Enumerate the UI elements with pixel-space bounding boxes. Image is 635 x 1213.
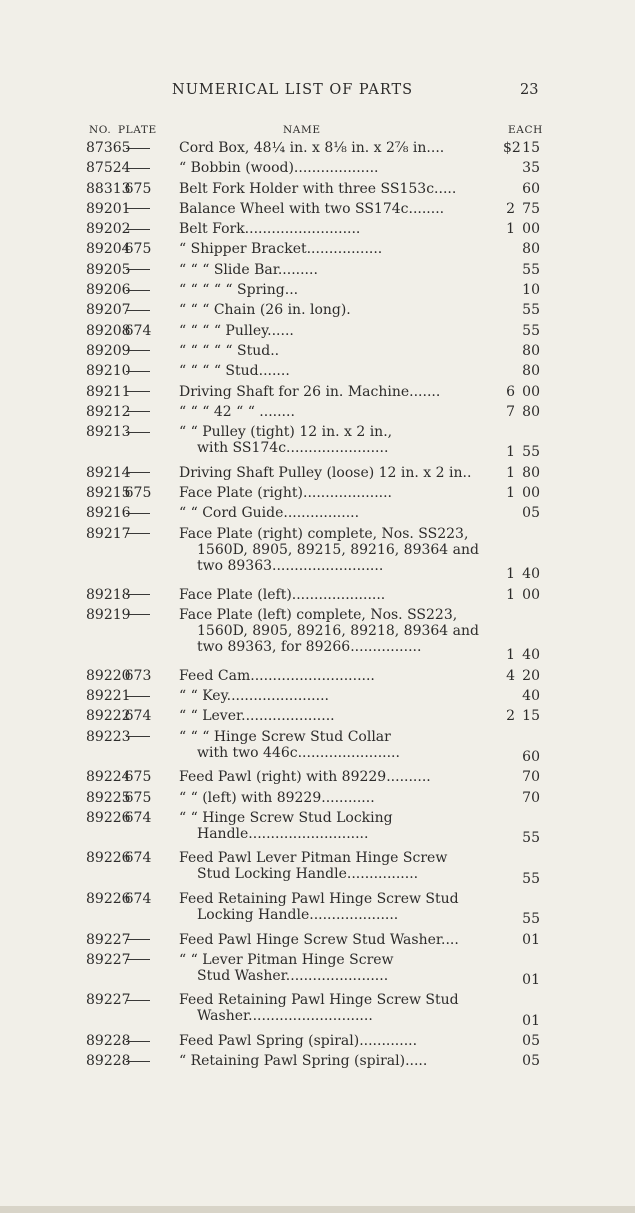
part-name-line: two 89363.........................: [197, 557, 384, 574]
plate-number: [124, 221, 152, 237]
table-row: [0, 424, 635, 465]
plate-dash: [126, 290, 150, 291]
table-row: [0, 201, 635, 221]
plate-number: [124, 932, 152, 948]
price-cents: 60: [522, 180, 540, 197]
table-row: [0, 708, 635, 728]
part-name: [179, 932, 489, 948]
table-row: [0, 810, 635, 851]
plate-number: 674: [124, 809, 152, 826]
price-cents: 80: [522, 363, 540, 380]
part-name-line: “ “ “ Chain (26 in. long).: [179, 302, 351, 319]
part-name: [179, 688, 489, 704]
price-cents: 55: [522, 444, 540, 461]
parts-list: [0, 140, 635, 1074]
part-name-line: Driving Shaft Pulley (loose) 12 in. x 2 in..: [179, 464, 472, 481]
price-dollars: 1: [506, 464, 515, 481]
plate-dash: [126, 371, 150, 372]
plate-dash: [126, 432, 150, 433]
part-name-line: Driving Shaft for 26 in. Machine.......: [179, 383, 441, 400]
part-name: [179, 505, 489, 521]
plate-dash: [126, 939, 150, 940]
part-name: [179, 790, 489, 806]
plate-number: 674: [124, 890, 152, 907]
part-name-line: “ “ Hinge Screw Stud Locking: [179, 809, 393, 826]
table-row: [0, 526, 635, 587]
table-row: [0, 140, 635, 160]
part-name-line: 1560D, 8905, 89216, 89218, 89364 and: [197, 622, 479, 639]
table-row: [0, 891, 635, 932]
part-name: [179, 323, 489, 339]
plate-dash: [126, 513, 150, 514]
part-name-line: “ “ “ “ Stud.......: [179, 363, 290, 380]
price-dollars: $2: [503, 140, 521, 156]
part-name-line: “ Retaining Pawl Spring (spiral).....: [179, 1053, 428, 1070]
part-name-line: Feed Retaining Pawl Hinge Screw Stud: [179, 890, 459, 907]
plate-number: 675: [124, 769, 152, 786]
part-name-line: “ “ “ Slide Bar.........: [179, 261, 318, 278]
part-name: [179, 1053, 489, 1069]
part-name-line: Face Plate (right)....................: [179, 485, 392, 502]
part-name-line: 1560D, 8905, 89215, 89216, 89364 and: [197, 541, 479, 558]
price-cents: 55: [522, 870, 540, 887]
part-number: 89228: [86, 1053, 131, 1070]
table-row: [0, 384, 635, 404]
price-cents: 05: [522, 1033, 540, 1050]
column-header-plate: PLATE: [118, 124, 157, 136]
plate-dash: [126, 1000, 150, 1001]
part-number: 89220: [86, 667, 131, 684]
part-number: 89202: [86, 221, 131, 238]
plate-number: [124, 1033, 152, 1049]
price-cents: 40: [522, 688, 540, 705]
price-cents: 00: [522, 586, 540, 603]
table-row: [0, 769, 635, 789]
table-row: [0, 485, 635, 505]
part-name: [179, 708, 489, 724]
part-name-line: “ “ “ “ Pulley......: [179, 322, 294, 339]
part-name: [179, 526, 489, 574]
price-cents: 80: [522, 241, 540, 258]
table-row: [0, 363, 635, 383]
part-name-line: Balance Wheel with two SS174c........: [179, 200, 445, 217]
column-header-name: NAME: [283, 124, 321, 136]
plate-number: [124, 282, 152, 298]
plate-dash: [126, 614, 150, 615]
price-cents: 55: [522, 830, 540, 847]
plate-number: [124, 404, 152, 420]
price-cents: 20: [522, 667, 540, 684]
part-number: 88313: [86, 180, 131, 197]
part-name: [179, 201, 489, 217]
plate-number: [124, 607, 152, 623]
part-name-line: Feed Retaining Pawl Hinge Screw Stud: [179, 992, 459, 1009]
table-row: [0, 323, 635, 343]
plate-dash: [126, 168, 150, 169]
part-name-line: “ Shipper Bracket.................: [179, 241, 383, 258]
part-name-line: Stud Washer.......................: [197, 967, 389, 984]
plate-dash: [126, 1061, 150, 1062]
part-name: [179, 404, 489, 420]
table-row: [0, 587, 635, 607]
price-cents: 10: [522, 282, 540, 299]
plate-dash: [126, 472, 150, 473]
plate-dash: [126, 391, 150, 392]
part-name-line: Washer............................: [197, 1008, 373, 1025]
plate-number: [124, 992, 152, 1008]
price-cents: 05: [522, 505, 540, 522]
price-dollars: 1: [506, 647, 515, 664]
part-name-line: Belt Fork Holder with three SS153c.....: [179, 180, 457, 197]
plate-number: 674: [124, 708, 152, 725]
plate-number: [124, 160, 152, 176]
price-cents: 60: [522, 748, 540, 765]
part-number: 89217: [86, 525, 131, 542]
part-name-line: “ “ Lever.....................: [179, 708, 335, 725]
price-cents: 70: [522, 789, 540, 806]
price-cents: 00: [522, 383, 540, 400]
price-dollars: 1: [506, 485, 515, 502]
part-name-line: “ “ “ Hinge Screw Stud Collar: [179, 728, 391, 745]
part-name-line: “ “ (left) with 89229............: [179, 789, 375, 806]
part-name-line: “ Bobbin (wood)...................: [179, 160, 379, 177]
part-name-line: “ “ Lever Pitman Hinge Screw: [179, 951, 394, 968]
part-name-line: Feed Cam............................: [179, 667, 375, 684]
plate-dash: [126, 310, 150, 311]
price-cents: 01: [522, 931, 540, 948]
plate-number: [124, 587, 152, 603]
price-cents: 55: [522, 911, 540, 928]
table-row: [0, 404, 635, 424]
part-name: [179, 587, 489, 603]
part-name: [179, 485, 489, 501]
price-cents: 55: [522, 302, 540, 319]
table-row: [0, 505, 635, 525]
part-number: 87365: [86, 140, 131, 156]
price-dollars: 6: [506, 383, 515, 400]
part-name-line: Belt Fork..........................: [179, 221, 361, 238]
price-cents: 00: [522, 221, 540, 238]
part-name-line: “ “ “ “ “ Stud..: [179, 342, 280, 359]
price-dollars: 7: [506, 403, 515, 420]
table-row: [0, 790, 635, 810]
table-row: [0, 932, 635, 952]
part-number: 89213: [86, 424, 131, 441]
plate-number: 675: [124, 241, 152, 258]
column-header-no: NO.: [89, 124, 112, 136]
plate-dash: [126, 229, 150, 230]
table-row: [0, 607, 635, 668]
plate-number: 675: [124, 485, 152, 502]
part-number: 89215: [86, 485, 131, 502]
table-row: [0, 952, 635, 993]
part-number: 89201: [86, 200, 131, 217]
part-name: [179, 282, 489, 298]
part-number: 89208: [86, 322, 131, 339]
part-name-line: “ “ “ 42 “ “ ........: [179, 403, 295, 420]
part-name: [179, 607, 489, 655]
column-header-each: EACH: [508, 124, 543, 136]
part-name: [179, 992, 489, 1024]
table-row: [0, 302, 635, 322]
plate-number: 673: [124, 667, 152, 684]
part-name: [179, 140, 489, 156]
part-number: 87524: [86, 160, 131, 177]
plate-dash: [126, 959, 150, 960]
part-number: 89219: [86, 606, 131, 623]
part-number: 89212: [86, 403, 131, 420]
price-cents: 75: [522, 200, 540, 217]
part-number: 89216: [86, 505, 131, 522]
plate-number: 674: [124, 850, 152, 867]
table-row: [0, 729, 635, 770]
plate-number: [124, 343, 152, 359]
price-dollars: 1: [506, 444, 515, 461]
plate-number: [124, 688, 152, 704]
part-name: [179, 302, 489, 318]
part-name-line: Feed Pawl Spring (spiral).............: [179, 1033, 418, 1050]
part-name: [179, 769, 489, 785]
price-dollars: 4: [506, 667, 515, 684]
table-row: [0, 688, 635, 708]
plate-dash: [126, 269, 150, 270]
table-row: [0, 160, 635, 180]
table-row: [0, 850, 635, 891]
part-name-line: Face Plate (left).....................: [179, 586, 386, 603]
part-number: 89210: [86, 363, 131, 380]
part-name-line: Handle...........................: [197, 825, 369, 842]
plate-dash: [126, 736, 150, 737]
price-dollars: 1: [506, 586, 515, 603]
plate-dash: [126, 350, 150, 351]
part-name-line: “ “ Pulley (tight) 12 in. x 2 in.,: [179, 424, 393, 441]
part-name-line: Feed Pawl Lever Pitman Hinge Screw: [179, 850, 448, 867]
plate-number: [124, 526, 152, 542]
plate-number: [124, 952, 152, 968]
plate-number: [124, 201, 152, 217]
plate-dash: [126, 411, 150, 412]
table-row: [0, 465, 635, 485]
plate-number: [124, 465, 152, 481]
part-name-line: “ “ Cord Guide.................: [179, 505, 360, 522]
part-name-line: with two 446c.......................: [197, 744, 400, 761]
part-name: [179, 343, 489, 359]
plate-number: [124, 140, 152, 156]
table-row: [0, 262, 635, 282]
part-name-line: Feed Pawl (right) with 89229..........: [179, 769, 431, 786]
plate-number: [124, 302, 152, 318]
page-edge: [0, 1206, 635, 1213]
price-cents: 15: [522, 708, 540, 725]
page-number: 23: [520, 82, 539, 98]
price-cents: 35: [522, 160, 540, 177]
plate-number: 675: [124, 180, 152, 197]
price-cents: 01: [522, 972, 540, 989]
part-name: [179, 891, 489, 923]
plate-dash: [126, 533, 150, 534]
plate-dash: [126, 594, 150, 595]
plate-number: [124, 262, 152, 278]
part-name: [179, 424, 489, 456]
part-number: 89228: [86, 1033, 131, 1050]
page-title: NUMERICAL LIST OF PARTS: [172, 82, 414, 98]
plate-number: 675: [124, 789, 152, 806]
plate-number: [124, 1053, 152, 1069]
part-name-line: Stud Locking Handle................: [197, 866, 419, 883]
part-name: [179, 952, 489, 984]
table-row: [0, 241, 635, 261]
part-name: [179, 181, 489, 197]
plate-dash: [126, 208, 150, 209]
price-cents: 80: [522, 464, 540, 481]
part-number: 89207: [86, 302, 131, 319]
plate-dash: [126, 696, 150, 697]
table-row: [0, 343, 635, 363]
price-cents: 40: [522, 566, 540, 583]
part-number: 89227: [86, 951, 131, 968]
part-number: 89211: [86, 383, 131, 400]
part-name: [179, 384, 489, 400]
part-name-line: Face Plate (left) complete, Nos. SS223,: [179, 606, 458, 623]
price-cents: 80: [522, 342, 540, 359]
part-number: 89226: [86, 890, 131, 907]
part-number: 89218: [86, 586, 131, 603]
part-name: [179, 241, 489, 257]
part-name: [179, 363, 489, 379]
table-row: [0, 221, 635, 241]
table-row: [0, 181, 635, 201]
part-number: 89222: [86, 708, 131, 725]
part-name-line: Face Plate (right) complete, Nos. SS223,: [179, 525, 469, 542]
plate-number: [124, 505, 152, 521]
price-cents: 00: [522, 485, 540, 502]
part-name: [179, 160, 489, 176]
part-number: 89225: [86, 789, 131, 806]
part-number: 89224: [86, 769, 131, 786]
part-name-line: Feed Pawl Hinge Screw Stud Washer....: [179, 931, 459, 948]
price-dollars: 1: [506, 566, 515, 583]
part-number: 89221: [86, 688, 131, 705]
price-cents: 05: [522, 1053, 540, 1070]
part-number: 89209: [86, 342, 131, 359]
plate-number: [124, 424, 152, 440]
part-name: [179, 465, 489, 481]
part-number: 89205: [86, 261, 131, 278]
table-row: [0, 282, 635, 302]
plate-number: [124, 363, 152, 379]
table-row: [0, 1033, 635, 1053]
price-cents: 40: [522, 647, 540, 664]
part-number: 89226: [86, 809, 131, 826]
part-number: 89223: [86, 728, 131, 745]
plate-dash: [126, 1041, 150, 1042]
part-name-line: Locking Handle....................: [197, 906, 399, 923]
part-name: [179, 1033, 489, 1049]
part-number: 89214: [86, 464, 131, 481]
price-cents: 55: [522, 322, 540, 339]
table-row: [0, 668, 635, 688]
part-name-line: “ “ Key.......................: [179, 688, 329, 705]
plate-number: [124, 384, 152, 400]
part-name-line: Cord Box, 48¼ in. x 8⅛ in. x 2⅞ in....: [179, 140, 445, 156]
part-name: [179, 850, 489, 882]
price-dollars: 2: [506, 200, 515, 217]
part-number: 89226: [86, 850, 131, 867]
plate-number: 674: [124, 322, 152, 339]
price-cents: 80: [522, 403, 540, 420]
table-row: [0, 1053, 635, 1073]
part-name: [179, 729, 489, 761]
part-number: 89227: [86, 992, 131, 1009]
part-name: [179, 262, 489, 278]
part-name: [179, 221, 489, 237]
plate-number: [124, 729, 152, 745]
plate-dash: [126, 148, 150, 149]
price-dollars: 1: [506, 221, 515, 238]
part-name-line: with SS174c.......................: [197, 440, 389, 457]
part-name-line: two 89363, for 89266................: [197, 638, 422, 655]
price-cents: 01: [522, 1012, 540, 1029]
part-name-line: “ “ “ “ “ Spring...: [179, 282, 299, 299]
part-number: 89206: [86, 282, 131, 299]
price-dollars: 2: [506, 708, 515, 725]
part-number: 89227: [86, 931, 131, 948]
price-cents: 70: [522, 769, 540, 786]
part-number: 89204: [86, 241, 131, 258]
table-row: [0, 992, 635, 1033]
part-name: [179, 668, 489, 684]
part-name: [179, 810, 489, 842]
price-cents: 15: [522, 140, 540, 156]
price-cents: 55: [522, 261, 540, 278]
